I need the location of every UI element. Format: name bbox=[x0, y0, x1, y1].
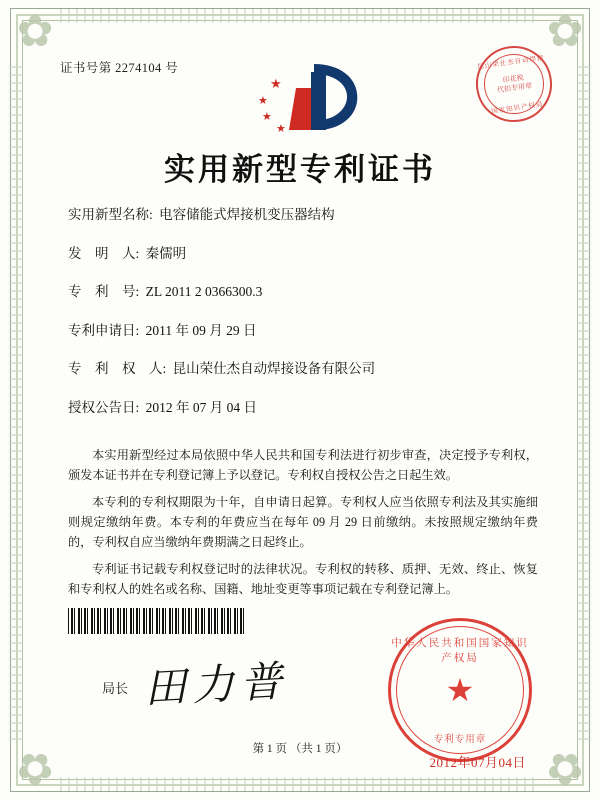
corner-ornament-icon: ✿ bbox=[546, 744, 584, 793]
field-row bbox=[68, 401, 540, 415]
signature-handwriting: 田力普 bbox=[143, 659, 290, 713]
legal-text-block bbox=[68, 445, 538, 606]
page-title: 实用新型专利证书 bbox=[164, 152, 436, 187]
svg-text:★: ★ bbox=[270, 77, 282, 92]
corner-ornament-icon: ✿ bbox=[16, 7, 54, 56]
field-value: ZL 2011 2 0366300.3 bbox=[145, 284, 263, 299]
svg-text:★: ★ bbox=[258, 94, 268, 107]
field-label: 实用新型名称: bbox=[68, 207, 153, 222]
official-seal-arc-top: 中华人民共和国国家知识产权局 bbox=[391, 638, 529, 664]
field-value: 电容储能式焊接机变压器结构 bbox=[159, 207, 335, 222]
signature-label: 局长 bbox=[102, 681, 129, 696]
field-value: 昆山荣仕杰自动焊接设备有限公司 bbox=[172, 361, 376, 376]
field-row bbox=[68, 362, 540, 376]
field-row bbox=[68, 285, 540, 299]
tax-stamp-arc-top: 昆山荣仕杰自动焊接 bbox=[477, 54, 545, 71]
guilloche-pattern-bottom bbox=[60, 777, 540, 791]
field-label: 授权公告日: bbox=[68, 399, 140, 415]
tax-stamp-arc-bottom: 国家知识产权局 bbox=[490, 101, 544, 116]
field-label: 专利申请日: bbox=[68, 322, 140, 338]
field-label: 发 明 人: bbox=[68, 245, 140, 261]
svg-text:★: ★ bbox=[276, 122, 286, 135]
guilloche-pattern-left bbox=[9, 60, 23, 740]
certificate-number: 证书号第 2274104 号 bbox=[60, 61, 179, 75]
field-value: 2012 年 07 月 04 日 bbox=[145, 399, 258, 415]
field-row bbox=[68, 324, 540, 338]
field-value: 秦儒明 bbox=[145, 245, 187, 261]
guilloche-pattern-right bbox=[577, 60, 591, 740]
legal-paragraph: 专利证书记载专利权登记时的法律状况。专利权的转移、质押、无效、终止、恢复和专利权人的姓名或名称、国籍、地址变更等事项记载在专利登记簿上。 bbox=[68, 562, 538, 596]
seal-date: 2012年07月04日 bbox=[429, 755, 526, 770]
tax-stamp-seal bbox=[471, 41, 557, 127]
legal-paragraph: 本实用新型经过本局依照中华人民共和国专利法进行初步审查，决定授予专利权，颁发本证书并在专利登记簿上予以登记。专利权自授权公告之日起生效。 bbox=[68, 448, 538, 482]
field-row bbox=[68, 208, 540, 222]
legal-paragraph: 本专利的专利权期限为十年，自申请日起算。专利权人应当依照专利法及其实施细则规定缴纳年费。本专利的年费应当在每年 09 月 29 日前缴纳。未按照规定缴纳年费的，专利权自应当缴纳年费期满之日起终止。 bbox=[68, 495, 538, 549]
certificate-content bbox=[40, 40, 560, 770]
field-label: 专 利 号: bbox=[68, 284, 140, 299]
svg-text:★: ★ bbox=[262, 110, 272, 123]
corner-ornament-icon: ✿ bbox=[546, 7, 584, 56]
official-seal-arc-bottom: 专利专用章 bbox=[433, 735, 487, 745]
corner-ornament-icon: ✿ bbox=[16, 744, 54, 793]
field-value: 2011 年 09 月 29 日 bbox=[145, 322, 257, 338]
field-row bbox=[68, 247, 540, 261]
guilloche-pattern-top bbox=[60, 9, 540, 23]
sipo-logo-icon bbox=[256, 58, 368, 136]
page-footer: 第 1 页 （共 1 页） bbox=[252, 743, 348, 755]
tax-stamp-center-text: 印花税 代扣专用章 bbox=[496, 73, 533, 95]
barcode bbox=[68, 608, 244, 634]
fields-list bbox=[68, 208, 540, 439]
star-icon: ★ bbox=[445, 672, 475, 708]
field-label: 专 利 权 人: bbox=[68, 361, 167, 376]
